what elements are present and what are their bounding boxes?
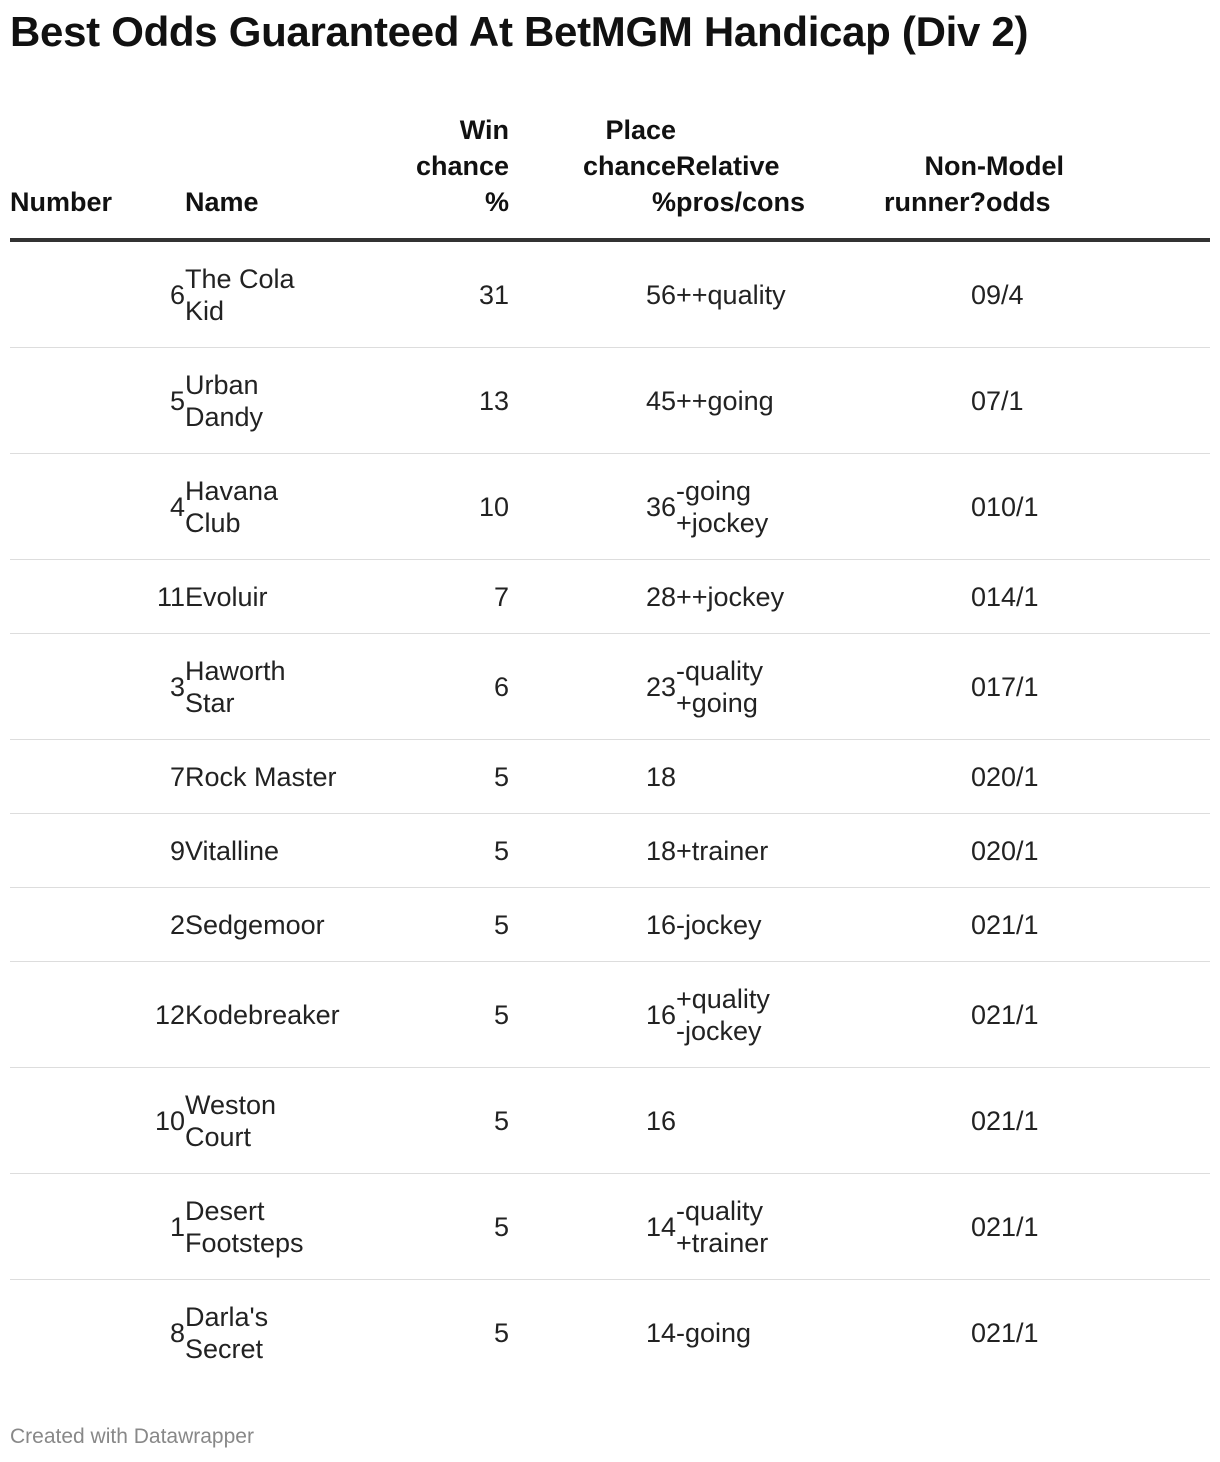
- runner-name-line: Sedgemoor: [185, 909, 325, 940]
- runner-name-line: Darla's: [185, 1301, 269, 1332]
- pros-cons-line: +jockey: [676, 507, 769, 538]
- cell-number: [10, 348, 185, 454]
- cell-name: [185, 814, 360, 888]
- model-odds-value: 21/1: [986, 1317, 1039, 1348]
- cell-non-runner: [876, 814, 986, 888]
- cell-number: [10, 1280, 185, 1386]
- cell-pros-cons: [676, 560, 876, 634]
- cell-model-odds: [986, 1068, 1210, 1174]
- table-row: [10, 814, 1210, 888]
- runner-name-line: Urban: [185, 369, 259, 400]
- cell-name: [185, 888, 360, 962]
- win-chance-value: 10: [478, 491, 509, 522]
- runner-name-line: Dandy: [185, 401, 264, 432]
- cell-place-chance: [509, 348, 676, 454]
- cell-place-chance: [509, 814, 676, 888]
- cell-place-chance: [509, 454, 676, 560]
- place-chance-value: 14: [645, 1317, 676, 1348]
- cell-number: [10, 962, 185, 1068]
- runner-number: 4: [169, 491, 185, 522]
- table-row: [10, 740, 1210, 814]
- table-row: [10, 1280, 1210, 1386]
- cell-model-odds: [986, 560, 1210, 634]
- runner-number: 12: [154, 999, 185, 1030]
- cell-place-chance: [509, 240, 676, 348]
- pros-cons-line: +trainer: [676, 1227, 769, 1258]
- column-header-non-runner[interactable]: Non- runner?: [876, 112, 986, 240]
- place-chance-value: 18: [645, 835, 676, 866]
- runner-name-line: Desert: [185, 1195, 265, 1226]
- model-odds-value: 17/1: [986, 671, 1039, 702]
- table-row: [10, 560, 1210, 634]
- cell-non-runner: [876, 454, 986, 560]
- column-header-place-chance[interactable]: Place chance %: [509, 112, 676, 240]
- cell-win-chance: [360, 1280, 509, 1386]
- win-chance-value: 5: [493, 1317, 509, 1348]
- cell-win-chance: [360, 240, 509, 348]
- cell-place-chance: [509, 962, 676, 1068]
- non-runner-value: 0: [970, 1317, 986, 1348]
- runner-name-line: Haworth: [185, 655, 286, 686]
- cell-pros-cons: [676, 1280, 876, 1386]
- runners-table: [10, 112, 1210, 1385]
- cell-win-chance: [360, 560, 509, 634]
- cell-model-odds: [986, 888, 1210, 962]
- cell-non-runner: [876, 1068, 986, 1174]
- cell-number: [10, 1174, 185, 1280]
- cell-win-chance: [360, 814, 509, 888]
- runner-name-line: Secret: [185, 1333, 264, 1364]
- pros-cons-line: -going: [676, 1317, 752, 1348]
- cell-pros-cons: [676, 814, 876, 888]
- pros-cons-line: -quality: [676, 655, 764, 686]
- cell-win-chance: [360, 1068, 509, 1174]
- cell-non-runner: [876, 1174, 986, 1280]
- model-odds-value: 21/1: [986, 1211, 1039, 1242]
- pros-cons-line: ++going: [676, 385, 774, 416]
- runner-name-line: Kid: [185, 295, 225, 326]
- cell-model-odds: [986, 454, 1210, 560]
- runner-name-line: Vitalline: [185, 835, 280, 866]
- header-row: [10, 112, 1210, 240]
- runner-name-line: Havana: [185, 475, 279, 506]
- runner-number: 7: [169, 761, 185, 792]
- column-header-name[interactable]: Name: [185, 112, 360, 240]
- non-runner-value: 0: [970, 1105, 986, 1136]
- table-row: [10, 1174, 1210, 1280]
- cell-pros-cons: [676, 740, 876, 814]
- non-runner-value: 0: [970, 835, 986, 866]
- cell-name: [185, 634, 360, 740]
- cell-number: [10, 560, 185, 634]
- pros-cons-line: -going: [676, 475, 752, 506]
- runner-name-line: Kodebreaker: [185, 999, 340, 1030]
- place-chance-value: 36: [645, 491, 676, 522]
- runner-number: 2: [169, 909, 185, 940]
- win-chance-value: 5: [493, 1105, 509, 1136]
- model-odds-value: 7/1: [986, 385, 1024, 416]
- runner-name-line: Club: [185, 507, 241, 538]
- cell-non-runner: [876, 1280, 986, 1386]
- runner-number: 9: [169, 835, 185, 866]
- cell-non-runner: [876, 240, 986, 348]
- cell-win-chance: [360, 888, 509, 962]
- cell-number: [10, 634, 185, 740]
- cell-place-chance: [509, 634, 676, 740]
- table-row: [10, 1068, 1210, 1174]
- runner-number: 5: [169, 385, 185, 416]
- non-runner-value: 0: [970, 1211, 986, 1242]
- place-chance-value: 16: [645, 909, 676, 940]
- cell-name: [185, 1068, 360, 1174]
- cell-model-odds: [986, 962, 1210, 1068]
- table-row: [10, 962, 1210, 1068]
- cell-win-chance: [360, 348, 509, 454]
- cell-non-runner: [876, 348, 986, 454]
- model-odds-value: 10/1: [986, 491, 1039, 522]
- runner-name-line: Court: [185, 1121, 252, 1152]
- non-runner-value: 0: [970, 671, 986, 702]
- win-chance-value: 5: [493, 1211, 509, 1242]
- non-runner-value: 0: [970, 761, 986, 792]
- pros-cons-line: +trainer: [676, 835, 769, 866]
- cell-non-runner: [876, 962, 986, 1068]
- place-chance-value: 45: [645, 385, 676, 416]
- cell-place-chance: [509, 888, 676, 962]
- cell-model-odds: [986, 740, 1210, 814]
- place-chance-value: 16: [645, 1105, 676, 1136]
- model-odds-value: 21/1: [986, 999, 1039, 1030]
- place-chance-value: 14: [645, 1211, 676, 1242]
- cell-number: [10, 240, 185, 348]
- cell-model-odds: [986, 634, 1210, 740]
- cell-number: [10, 740, 185, 814]
- cell-pros-cons: [676, 962, 876, 1068]
- non-runner-value: 0: [970, 581, 986, 612]
- runner-number: 10: [154, 1105, 185, 1136]
- table-row: [10, 454, 1210, 560]
- pros-cons-line: -jockey: [676, 909, 762, 940]
- runner-number: 11: [156, 581, 185, 612]
- cell-place-chance: [509, 1174, 676, 1280]
- runner-number: 3: [169, 671, 185, 702]
- pros-cons-line: -quality: [676, 1195, 764, 1226]
- footer-credit: Created with Datawrapper: [10, 1425, 254, 1448]
- pros-cons-line: -jockey: [676, 1015, 762, 1046]
- cell-win-chance: [360, 1174, 509, 1280]
- column-header-model-odds[interactable]: Model odds: [986, 112, 1210, 240]
- cell-name: [185, 560, 360, 634]
- cell-model-odds: [986, 1280, 1210, 1386]
- model-odds-value: 21/1: [986, 909, 1039, 940]
- cell-win-chance: [360, 740, 509, 814]
- non-runner-value: 0: [970, 999, 986, 1030]
- table-body: [10, 240, 1210, 1385]
- cell-name: [185, 962, 360, 1068]
- column-header-pros-cons[interactable]: Relative pros/cons: [676, 112, 876, 240]
- runner-name-line: Footsteps: [185, 1227, 304, 1258]
- cell-name: [185, 1280, 360, 1386]
- cell-pros-cons: [676, 348, 876, 454]
- place-chance-value: 56: [645, 279, 676, 310]
- column-header-number[interactable]: Number: [10, 112, 185, 240]
- cell-name: [185, 740, 360, 814]
- model-odds-value: 21/1: [986, 1105, 1039, 1136]
- cell-win-chance: [360, 634, 509, 740]
- cell-name: [185, 1174, 360, 1280]
- cell-place-chance: [509, 560, 676, 634]
- runner-name-line: Rock Master: [185, 761, 337, 792]
- cell-name: [185, 240, 360, 348]
- cell-win-chance: [360, 962, 509, 1068]
- table-row: [10, 348, 1210, 454]
- runner-name-line: Weston: [185, 1089, 277, 1120]
- table-row: [10, 634, 1210, 740]
- cell-model-odds: [986, 240, 1210, 348]
- cell-pros-cons: [676, 634, 876, 740]
- cell-pros-cons: [676, 1174, 876, 1280]
- cell-non-runner: [876, 634, 986, 740]
- table-row: [10, 240, 1210, 348]
- table-row: [10, 888, 1210, 962]
- win-chance-value: 5: [493, 761, 509, 792]
- cell-place-chance: [509, 1280, 676, 1386]
- runner-number: 8: [169, 1317, 185, 1348]
- cell-number: [10, 814, 185, 888]
- non-runner-value: 0: [970, 385, 986, 416]
- cell-model-odds: [986, 1174, 1210, 1280]
- pros-cons-line: +quality: [676, 983, 770, 1014]
- place-chance-value: 18: [645, 761, 676, 792]
- runner-number: 1: [169, 1211, 185, 1242]
- table-header: [10, 112, 1210, 240]
- pros-cons-line: +going: [676, 687, 758, 718]
- win-chance-value: 6: [493, 671, 509, 702]
- cell-model-odds: [986, 348, 1210, 454]
- cell-pros-cons: [676, 454, 876, 560]
- place-chance-value: 28: [645, 581, 676, 612]
- column-header-win-chance[interactable]: Win chance %: [360, 112, 509, 240]
- place-chance-value: 16: [645, 999, 676, 1030]
- cell-number: [10, 454, 185, 560]
- cell-model-odds: [986, 814, 1210, 888]
- cell-non-runner: [876, 740, 986, 814]
- non-runner-value: 0: [970, 491, 986, 522]
- cell-pros-cons: [676, 240, 876, 348]
- model-odds-value: 20/1: [986, 835, 1039, 866]
- win-chance-value: 5: [493, 835, 509, 866]
- cell-name: [185, 348, 360, 454]
- runner-name-line: Star: [185, 687, 235, 718]
- win-chance-value: 5: [493, 999, 509, 1030]
- cell-place-chance: [509, 1068, 676, 1174]
- cell-non-runner: [876, 888, 986, 962]
- pros-cons-line: ++jockey: [676, 581, 785, 612]
- model-odds-value: 9/4: [986, 279, 1024, 310]
- cell-non-runner: [876, 560, 986, 634]
- cell-number: [10, 888, 185, 962]
- non-runner-value: 0: [970, 279, 986, 310]
- model-odds-value: 14/1: [986, 581, 1039, 612]
- win-chance-value: 7: [493, 581, 509, 612]
- place-chance-value: 23: [645, 671, 676, 702]
- runner-name-line: Evoluir: [185, 581, 268, 612]
- runner-name-line: The Cola: [185, 263, 295, 294]
- cell-win-chance: [360, 454, 509, 560]
- cell-name: [185, 454, 360, 560]
- cell-pros-cons: [676, 1068, 876, 1174]
- model-odds-value: 20/1: [986, 761, 1039, 792]
- win-chance-value: 31: [478, 279, 509, 310]
- non-runner-value: 0: [970, 909, 986, 940]
- page-title: Best Odds Guaranteed At BetMGM Handicap (Div 2): [10, 8, 1029, 55]
- cell-number: [10, 1068, 185, 1174]
- runner-number: 6: [169, 279, 185, 310]
- win-chance-value: 13: [478, 385, 509, 416]
- pros-cons-line: ++quality: [676, 279, 786, 310]
- win-chance-value: 5: [493, 909, 509, 940]
- cell-pros-cons: [676, 888, 876, 962]
- cell-place-chance: [509, 740, 676, 814]
